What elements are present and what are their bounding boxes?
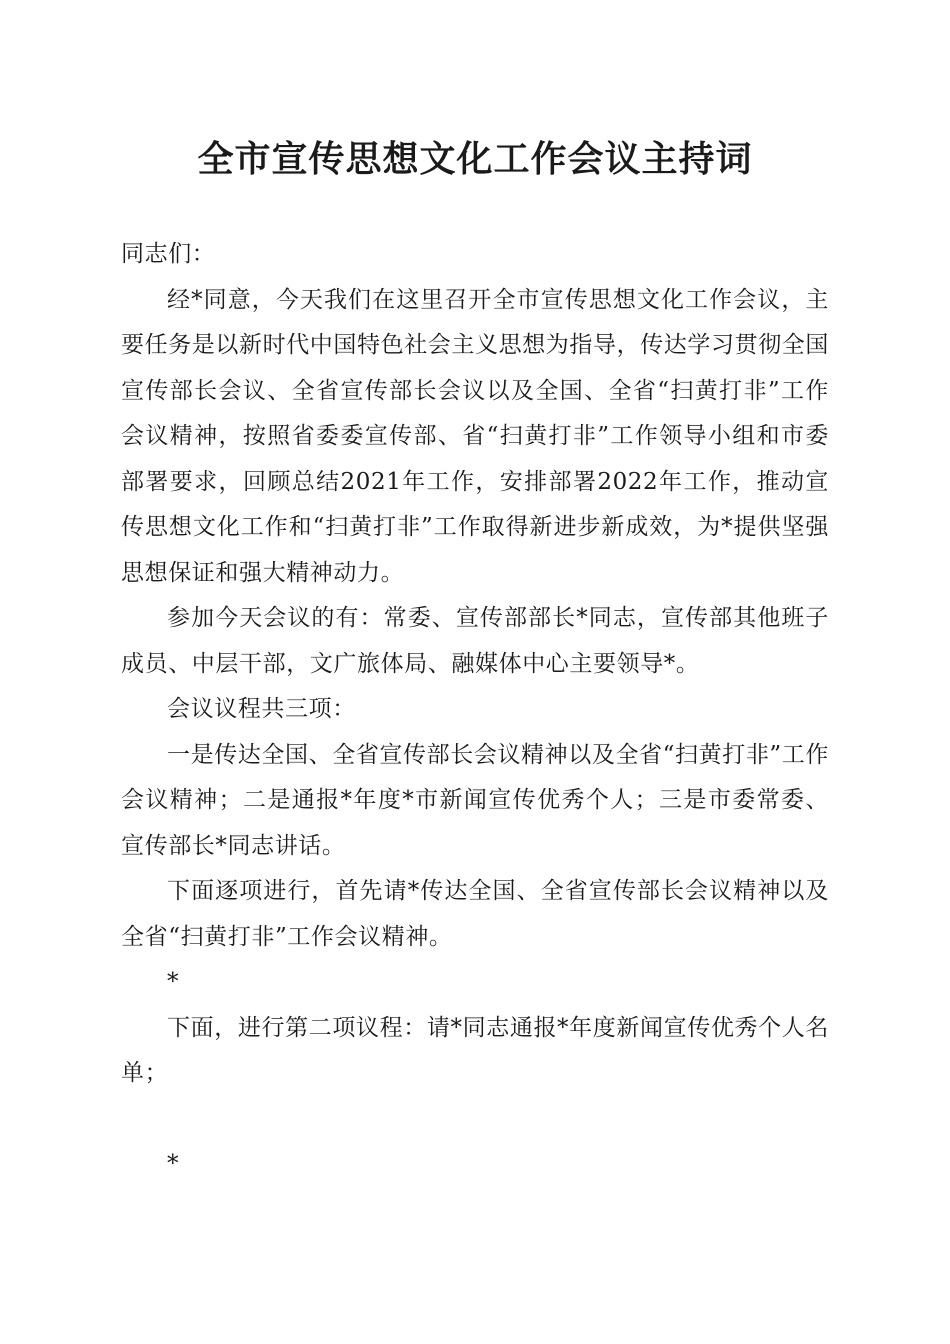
- document-body: [121, 232, 829, 1188]
- paragraph-first-item: 下面逐项进行，首先请*传达全国、全省宣传部长会议精神以及全省“扫黄打非”工作会议精神。: [121, 878, 829, 950]
- salutation: 同志们：: [121, 241, 216, 267]
- paragraph-attendees: 参加今天会议的有：常委、宣传部部长*同志，宣传部其他班子成员、中层干部，文广旅体局、融媒体中心主要领导*。: [121, 605, 829, 677]
- placeholder-star-1: *: [167, 969, 180, 995]
- paragraph-gap: [121, 1097, 829, 1143]
- paragraph-agenda-intro: 会议议程共三项：: [167, 696, 356, 722]
- paragraph-agenda-items: 一是传达全国、全省宣传部长会议精神以及全省“扫黄打非”工作会议精神；二是通报*年度*市新闻宣传优秀个人；三是市委常委、宣传部长*同志讲话。: [121, 741, 829, 859]
- placeholder-star-2: *: [167, 1151, 180, 1177]
- paragraph-opening: 经*同意，今天我们在这里召开全市宣传思想文化工作会议，主要任务是以新时代中国特色社会主义思想为指导，传达学习贯彻全国宣传部长会议、全省宣传部长会议以及全国、全省“扫黄打非”工作会议精神，按照省委委宣传部、省“扫黄打非”工作领导小组和市委部署要求，回顾总结2021年工作，安排部署2022年工作，推动宣传思想文化工作和“扫黄打非”工作取得新进步新成效，为*提供坚强思想保证和强大精神动力。: [121, 286, 829, 586]
- paragraph-second-item: 下面，进行第二项议程：请*同志通报*年度新闻宣传优秀个人名单；: [121, 1014, 829, 1086]
- document-title: 全市宣传思想文化工作会议主持词: [197, 138, 753, 180]
